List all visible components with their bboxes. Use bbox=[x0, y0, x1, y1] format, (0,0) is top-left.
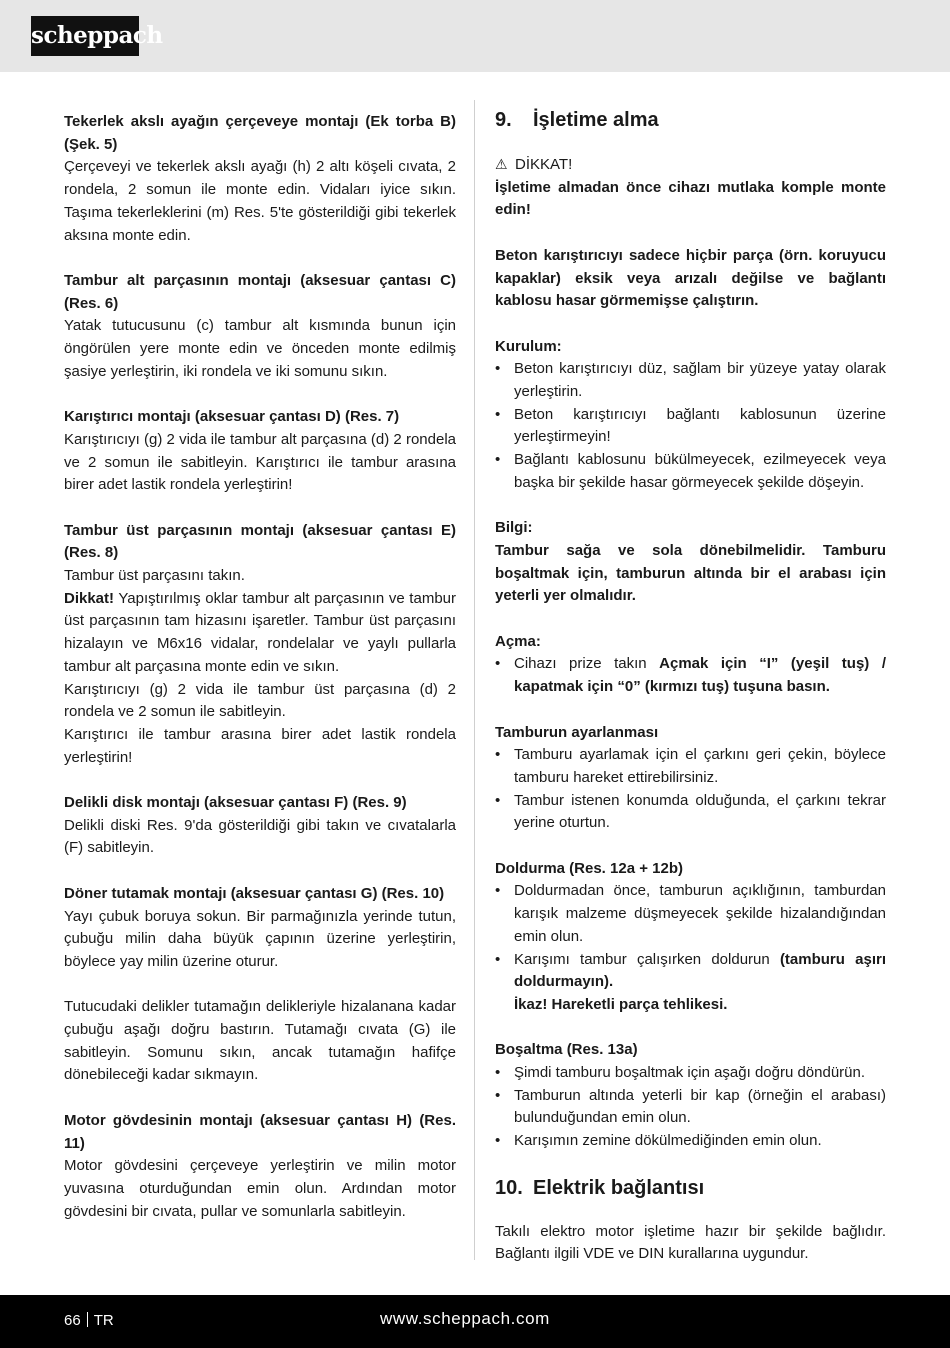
right-column bbox=[495, 111, 886, 1266]
section-heading: Karıştırıcı montajı (aksesuar çantası D) (Res. 7) bbox=[64, 408, 400, 426]
section-heading: Tambur alt parçasının montajı (aksesuar çantası C) (Res. 6) bbox=[64, 271, 456, 312]
warning-text: İşletime almadan önce cihazı mutlaka komple monte edin! bbox=[495, 178, 886, 219]
filling-block bbox=[495, 858, 886, 1017]
list-item: • Tamburu ayarlamak için el çarkını geri çekin, böylece tamburu hareket ettirebilirsiniz. bbox=[495, 744, 886, 789]
section-drum-upper bbox=[64, 520, 456, 770]
section-body: Yatak tutucusunu (c) tambur alt kısmında bunun için öngörülen yere monte edin ve önceden monte edilmiş şasiye yerleştirin, iki rondela ve iki somunu sıkın. bbox=[64, 317, 456, 380]
info-text: Tambur sağa ve sola dönebilmelidir. Tamburu boşaltmak için, tamburun altında bir el arabası için yeterli yer olmalıdır. bbox=[495, 541, 886, 605]
setup-list bbox=[495, 358, 886, 494]
section-number: 9. bbox=[495, 109, 512, 131]
setup-block bbox=[495, 336, 886, 495]
section-heading: Tekerlek akslı ayağın çerçeveye montajı (Ek torba B) (Şek. 5) bbox=[64, 113, 456, 153]
section-title: Elektrik bağlantısı bbox=[533, 1176, 705, 1199]
info-heading: Bilgi: bbox=[495, 519, 533, 537]
list-item bbox=[495, 653, 886, 698]
caution-text: Yapıştırılmış oklar tambur alt parçasının ve tambur üst parçasının tam hizasını işaretler. Tambur üst parçasını hizalayın ve M6x16 vidalar, rondelalar ve yaylı pullarla tambur alt parçasına monte edin ve sıkın. bbox=[64, 589, 456, 675]
list-item: • Karışımın zemine dökülmediğinden emin olun. bbox=[495, 1130, 886, 1153]
section-heading: Tambur üst parçasının montajı (aksesuar çantası E) (Res. 8) bbox=[64, 521, 456, 562]
list-item bbox=[495, 949, 886, 1017]
notice-block bbox=[495, 245, 886, 313]
section-body: Karıştırıcı ile tambur arasına birer adet lastik rondela yerleştirin! bbox=[64, 725, 456, 766]
setup-heading: Kurulum: bbox=[495, 337, 562, 355]
section-heading: Döner tutamak montajı (aksesuar çantası G) (Res. 10) bbox=[64, 884, 445, 902]
column-divider bbox=[474, 100, 475, 1260]
switch-on-instruction: Açmak için “I” (yeşil tuş) / kapatmak için “0” (kırmızı tuş) tuşuna basın. bbox=[514, 655, 886, 696]
list-item: • Tamburun altında yeterli bir kap (örneğin el arabası) bulunduğundan emin olun. bbox=[495, 1085, 886, 1130]
list-item: • Şimdi tamburu boşaltmak için aşağı doğru döndürün. bbox=[495, 1062, 886, 1085]
emptying-heading: Boşaltma (Res. 13a) bbox=[495, 1041, 638, 1059]
list-item: • Beton karıştırıcıyı düz, sağlam bir yüzeye yatay olarak yerleştirin. bbox=[495, 358, 886, 403]
brand-logo: scheppach bbox=[31, 16, 139, 56]
section-10-title bbox=[495, 1176, 886, 1200]
filling-list bbox=[495, 880, 886, 1016]
drum-adjust-block bbox=[495, 722, 886, 836]
caution-paragraph bbox=[64, 588, 456, 679]
section-body: Yayı çubuk boruya sokun. Bir parmağınızla yerinde tutun, çubuğu milin daha büyük çapının üzerine yerleştirin, böylece yay milin üzerine oturur. bbox=[64, 907, 456, 970]
section-motor-housing bbox=[64, 1110, 456, 1224]
section-title: İşletime alma bbox=[533, 109, 659, 131]
electric-text: Takılı elektro motor işletime hazır bir şekilde bağlıdır. Bağlantı ilgili VDE ve DIN kurallarına uygundur. bbox=[495, 1222, 886, 1263]
page-num: 66 bbox=[64, 1312, 81, 1329]
caution-label: Dikkat! bbox=[64, 589, 115, 607]
list-item: • Beton karıştırıcıyı bağlantı kablosunun üzerine yerleştirmeyin! bbox=[495, 404, 886, 449]
list-item: • Bağlantı kablosunu bükülmeyecek, ezilmeyecek veya başka bir şekilde hasar görmeyecek şekilde döşeyin. bbox=[495, 449, 886, 494]
warning-triangle-icon: ⚠ bbox=[495, 156, 508, 172]
section-body: Karıştırıcıyı (g) 2 vida ile tambur üst parçasına (d) 2 rondela ve 2 somun ile sabitleyin. bbox=[64, 680, 456, 721]
drum-adjust-list bbox=[495, 744, 886, 835]
header-bar bbox=[0, 0, 950, 72]
section-body: Motor gövdesini çerçeveye yerleştirin ve milin motor yuvasına oturduğundan emin olun. Ardından motor gövdesini bir cıvata, pullar ve somunlarla sabitleyin. bbox=[64, 1157, 456, 1220]
list-item: • Doldurmadan önce, tamburun açıklığının, tamburdan karışık malzeme düşmeyecek şekilde hizalandığından emin olun. bbox=[495, 880, 886, 948]
section-body: Delikli diski Res. 9'da gösterildiği gibi takın ve cıvatalarla (F) sabitleyin. bbox=[64, 816, 456, 857]
section-handle-fixing bbox=[64, 996, 456, 1087]
section-body: Karıştırıcıyı (g) 2 vida ile tambur alt parçasına (d) 2 rondela ve 2 somun ile sabitleyin. Karıştırıcı ile tambur arasına birer adet lastik rondela yerleştirin! bbox=[64, 430, 456, 494]
switch-on-list bbox=[495, 653, 886, 698]
website-url: www.scheppach.com bbox=[380, 1309, 550, 1328]
section-perforated-disk bbox=[64, 792, 456, 860]
section-drum-lower bbox=[64, 270, 456, 384]
language-code: TR bbox=[93, 1312, 114, 1329]
section-body: Tambur üst parçasını takın. bbox=[64, 567, 245, 585]
switch-on-heading: Açma: bbox=[495, 632, 541, 650]
notice-text: Beton karıştırıcıyı sadece hiçbir parça (örn. koruyucu kapaklar) eksik veya arızalı değilse ve bağlantı kablosu hasar görmemişse çalıştırın. bbox=[495, 246, 886, 310]
filling-bold: (tamburu aşırı doldurmayın). bbox=[514, 950, 886, 991]
section-body: Tutucudaki delikler tutamağın delikleriyle hizalanana kadar çubuğu aşağı doğru bastırın. Tutamağı cıvata (G) ile sabitleyin. Somunu sıkın, ancak tutamağın hafifçe dönebileceği kadar sıkmayın. bbox=[64, 998, 456, 1084]
drum-adjust-heading: Tamburun ayarlanması bbox=[495, 723, 659, 741]
section-body: Çerçeveyi ve tekerlek akslı ayağı (h) 2 altı köşeli cıvata, 2 rondela, 2 somun ile monte edin. Vidaları iyice sıkın. Taşıma tekerleklerini (m) Res. 5'te gösterildiği gibi tekerlek aksına monte edin. bbox=[64, 158, 456, 244]
switch-on-block bbox=[495, 631, 886, 699]
filling-heading: Doldurma (Res. 12a + 12b) bbox=[495, 859, 683, 877]
warning-title: DİKKAT! bbox=[515, 156, 573, 173]
section-rotary-handle bbox=[64, 883, 456, 974]
info-block bbox=[495, 517, 886, 608]
section-heading: Motor gövdesinin montajı (aksesuar çantası H) (Res. 11) bbox=[64, 1111, 456, 1152]
switch-on-prefix: Cihazı prize takın bbox=[514, 655, 660, 673]
section-9-title bbox=[495, 108, 886, 132]
warning-block bbox=[495, 153, 886, 222]
filling-prefix: Karışımı tambur çalışırken doldurun bbox=[514, 950, 780, 968]
warning-title-line bbox=[495, 153, 886, 177]
emptying-block bbox=[495, 1039, 886, 1153]
section-mixer bbox=[64, 406, 456, 497]
emptying-list bbox=[495, 1062, 886, 1153]
list-item: • Tambur istenen konumda olduğunda, el çarkını tekrar yerine oturtun. bbox=[495, 790, 886, 835]
section-heading: Delikli disk montajı (aksesuar çantası F) (Res. 9) bbox=[64, 794, 407, 812]
filling-warning: İkaz! Hareketli parça tehlikesi. bbox=[514, 995, 728, 1013]
footer-bar bbox=[0, 1295, 950, 1348]
separator bbox=[87, 1312, 88, 1327]
left-column bbox=[64, 111, 456, 1223]
section-wheel-axle bbox=[64, 111, 456, 247]
section-number: 10. bbox=[495, 1176, 523, 1199]
page-number bbox=[64, 1311, 114, 1331]
